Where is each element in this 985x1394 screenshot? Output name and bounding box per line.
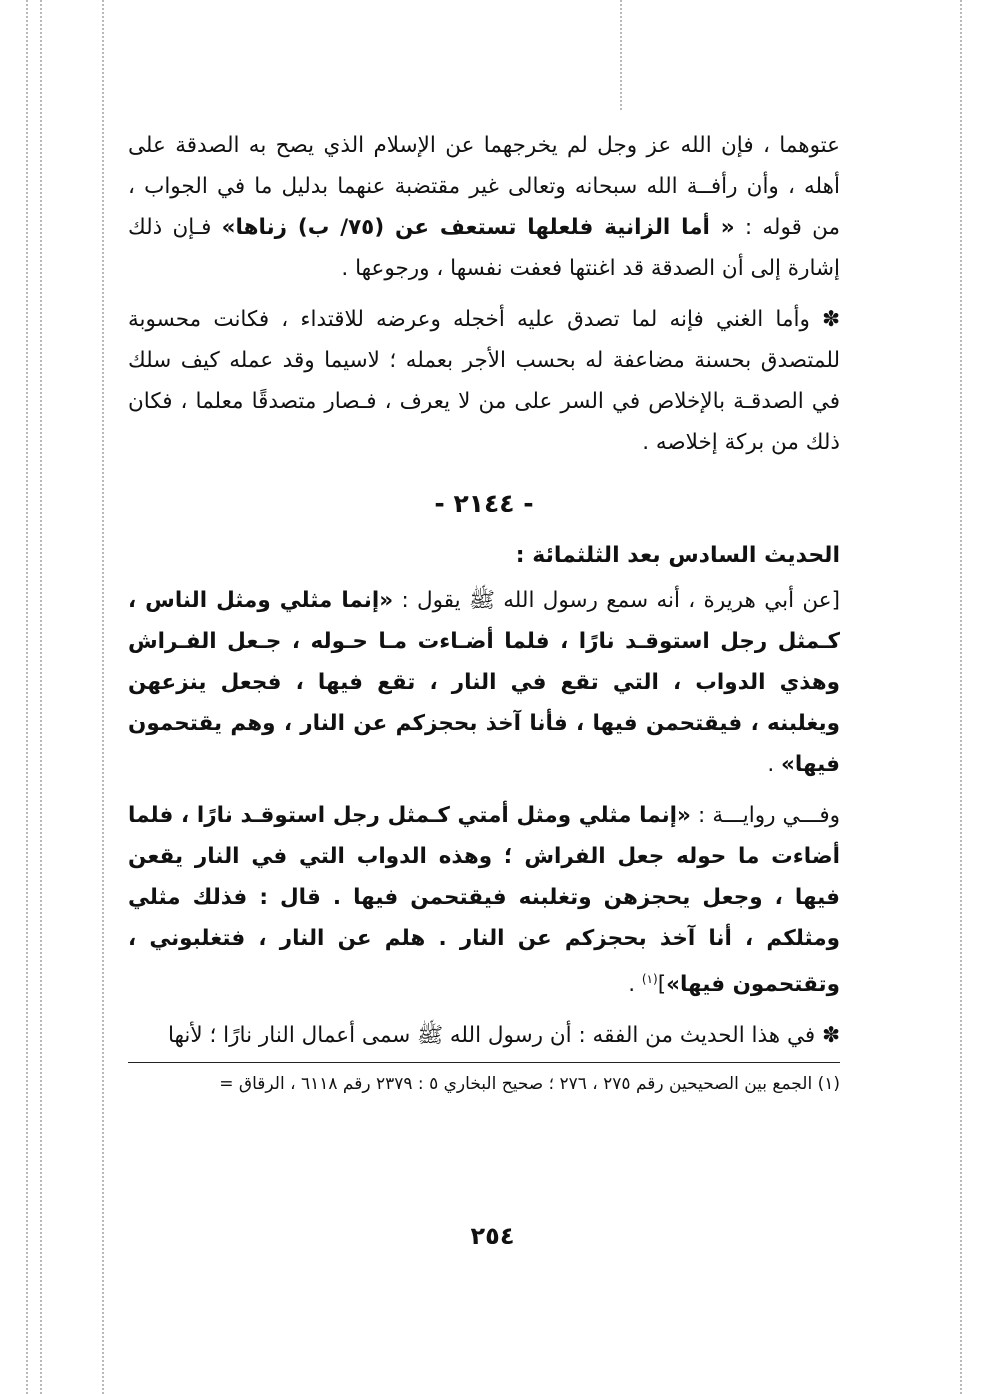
paragraph-text: عتوهما ، فإن الله عز وجل لم يخرجهما عن الإسلام الذي يصح به الصدقة على أهله ، وأن رأفــة الله سبحانه وتعالى غير مقتضبة عنهما بدليل ما في الجواب ، من قوله : bbox=[128, 133, 840, 240]
hadith-paragraph bbox=[128, 580, 840, 785]
hadith-end: . bbox=[767, 752, 781, 777]
book-page bbox=[128, 125, 840, 1099]
scan-margin-dots bbox=[620, 0, 622, 110]
footnote-divider bbox=[128, 1062, 840, 1063]
quote-text: « أما الزانية فلعلها تستعف عن (٧٥/ ب) زناها» bbox=[221, 215, 735, 240]
paragraph-text: ✽ وأما الغني فإنه لما تصدق عليه أخجله وعرضه للاقتداء ، فكانت محسوبة للمتصدق بحسنة مضاعفة له بحسب الأجر بعمله ؛ لاسيما وقد عمله كيف سلك في الصدقـة بالإخلاص في السر على من لا يعرف ، فـصار متصدقًا معلما ، فكان ذلك من بركة إخلاصه . bbox=[128, 307, 840, 455]
riwaya-close: ] bbox=[657, 972, 667, 998]
riwaya-paragraph: وفـــي روايـــة : «إنما مثلي ومثل أمتي كـمثل رجل استوقـد نارًا ، فلما أضاءت ما حوله جعل الفراش ؛ وهذه الدواب التي في النار يقعن فيها ، وجعل يحجزهن وتغلبنه فيقتحمن فيها . قال : فذلك مثلي ومثلكم ، أنا آخذ بحجزكم عن النار . هلم عن النار ، فتغلبوني ، وتقتحمون فيها»]$^{(١)}$ . bbox=[128, 803, 840, 998]
section-number: - ٢١٤٤ - bbox=[434, 489, 534, 518]
paragraph-text: ✽ في هذا الحديث من الفقه : أن رسول الله ﷺ سمى أعمال النار نارًا ؛ لأنها bbox=[167, 1023, 840, 1049]
hadith-text: «إنما مثلي ومثل الناس ، كـمثل رجل استوقـد نارًا ، فلما أضـاءت مـا حـوله ، جـعل الفـراش وهذي الدواب ، التي تقع في النار ، تقع فيها ، فجعل ينزعهن ويغلبنه ، فيقتحمن فيها ، فأنا آخذ بحجزكم عن النار ، وهم يقتحمون فيها» bbox=[128, 588, 840, 777]
footnote-marker: (١) bbox=[641, 972, 658, 986]
paragraph-2 bbox=[128, 299, 840, 463]
scan-margin-dots bbox=[40, 0, 42, 1394]
scan-margin-dots bbox=[960, 0, 962, 1394]
hadith-intro: [عن أبي هريرة ، أنه سمع رسول الله ﷺ يقول : bbox=[401, 588, 840, 613]
riwaya-intro: وفـــي روايـــة : bbox=[698, 803, 840, 828]
fiqh-paragraph bbox=[128, 1015, 840, 1056]
scan-margin-dots bbox=[102, 0, 104, 1394]
hadith-heading: الحديث السادس بعد الثلثمائة : bbox=[515, 543, 840, 568]
footnote: (١) الجمع بين الصحيحين رقم ٢٧٥ ، ٢٧٦ ؛ صحيح البخاري ٥ : ٢٣٧٩ رقم ٦١١٨ ، الرقاق = bbox=[219, 1074, 840, 1095]
paragraph-text: فـإن ذلك إشارة إلى أن الصدقة قد اغنتها فعفت نفسها ، ورجوعها . bbox=[128, 215, 840, 281]
paragraph-1 bbox=[128, 125, 840, 289]
scan-margin-dots bbox=[26, 0, 28, 1394]
riwaya-text: «إنما مثلي ومثل أمتي كـمثل رجل استوقـد نارًا ، فلما أضاءت ما حوله جعل الفراش ؛ وهذه الدواب التي في النار يقعن فيها ، وجعل يحجزهن وتغلبنه فيقتحمن فيها . قال : فذلك مثلي ومثلكم ، أنا آخذ بحجزكم عن النار . هلم عن النار ، فتغلبوني ، وتقتحمون فيها» bbox=[128, 803, 840, 998]
page-number: ٢٥٤ bbox=[470, 1222, 515, 1250]
